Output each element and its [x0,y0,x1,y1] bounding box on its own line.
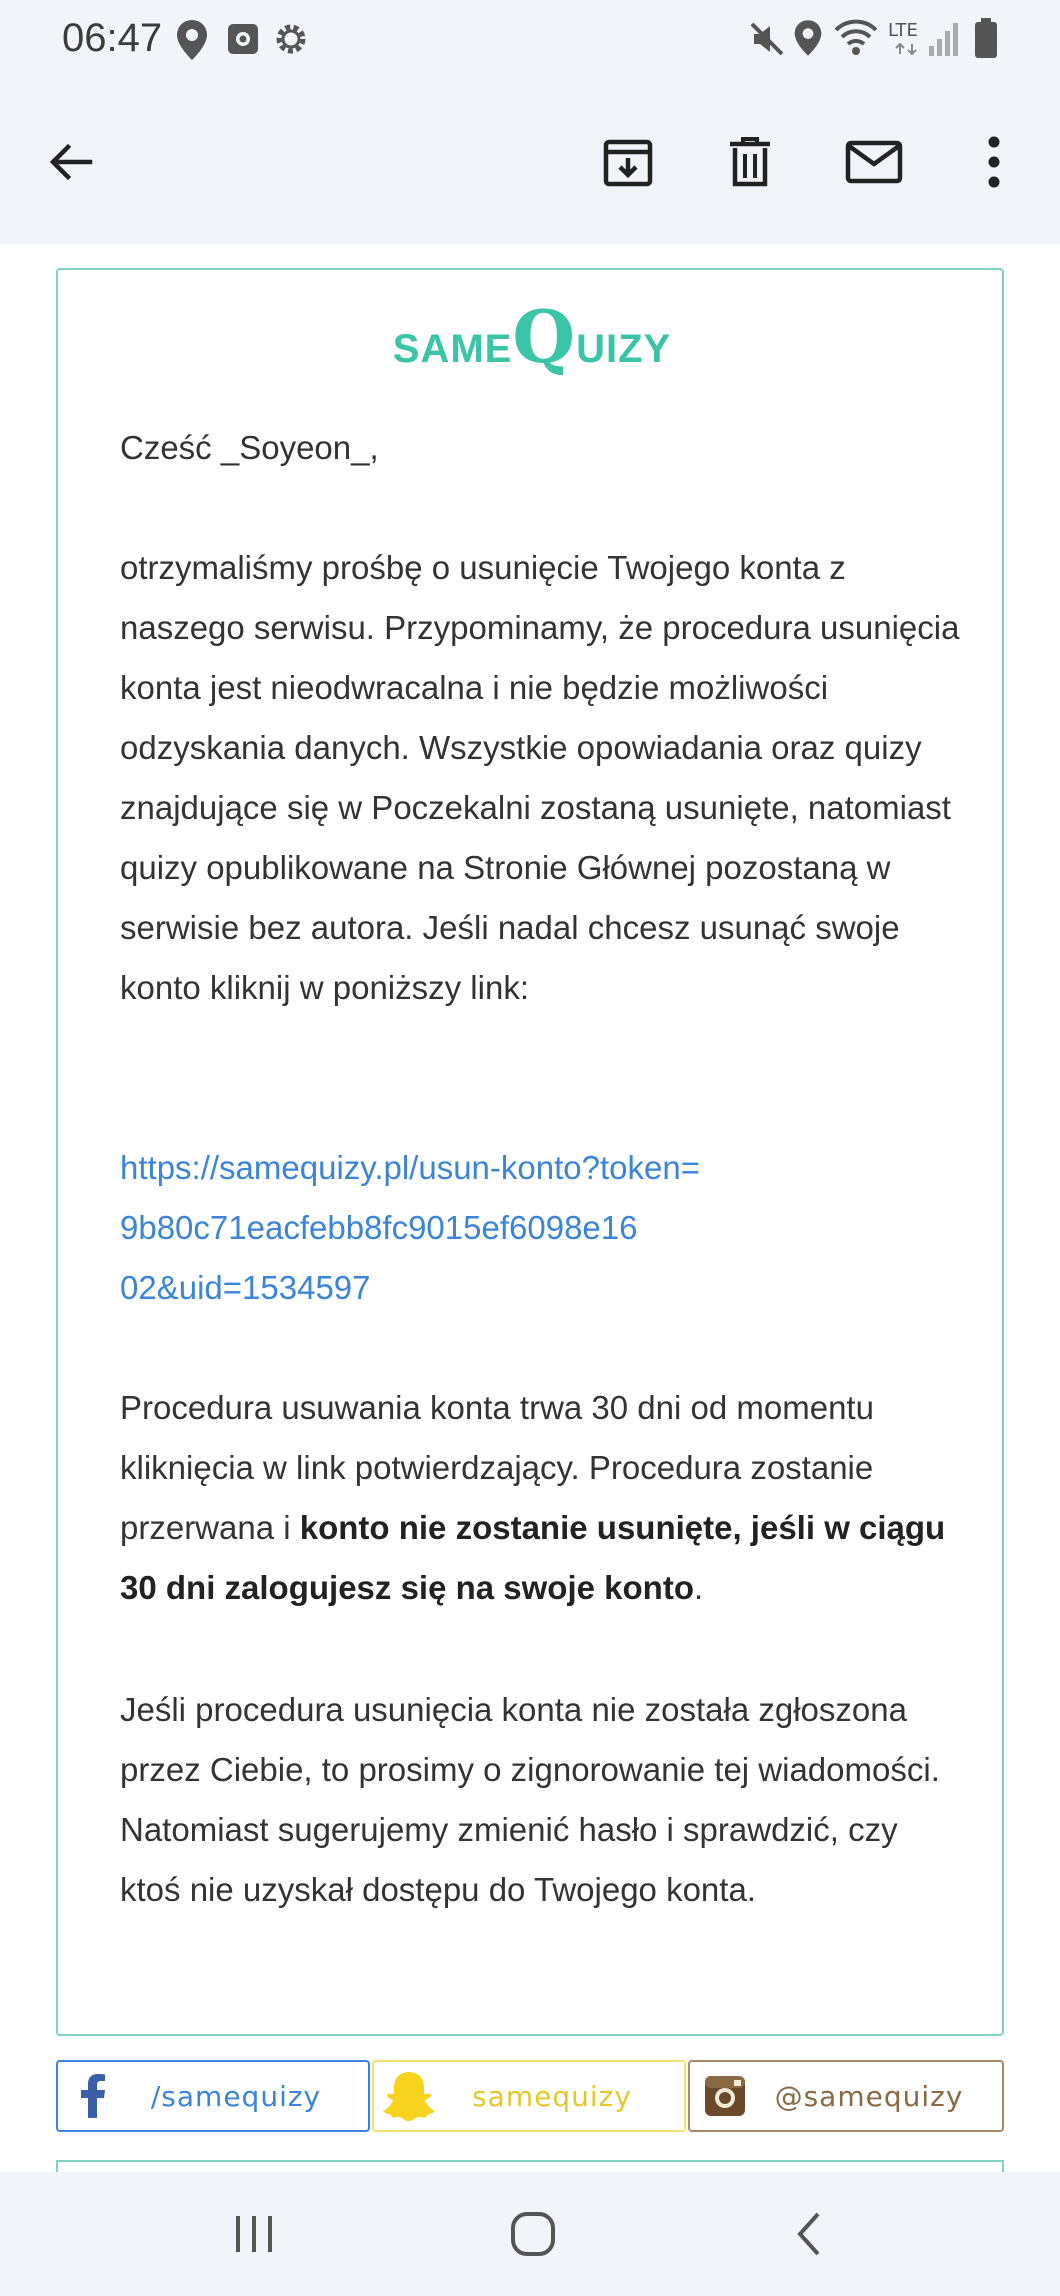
snapchat-button[interactable] [372,2060,686,2132]
footer-card-edge [56,2160,1004,2172]
email-toolbar [0,80,1060,244]
location-status-icon [792,18,824,58]
paragraph-procedure: Procedura usuwania konta trwa 30 dni od momentu kliknięcia w link potwierdzający. Procedura zostanie przerwana i konto nie zostanie usunięte, jeśli w ciągu 30 dni zalogujesz się na swoje konto. [120,1389,946,1606]
delete-account-link[interactable] [120,1138,960,1318]
paragraph-ignore: Jeśli procedura usunięcia konta nie została zgłoszona przez Ciebie, to prosimy o zignorowanie tej wiadomości. Natomiast sugerujemy zmienić hasło i sprawdzić, czy ktoś nie uzyskał dostępu do Twojego konta. [120,1691,940,1908]
back-button[interactable] [34,126,106,198]
snapchat-label: samequizy [472,2079,632,2113]
instagram-icon [703,2074,747,2118]
mark-unread-button[interactable] [838,126,910,198]
archive-icon [602,136,654,188]
home-button[interactable] [506,2206,560,2262]
social-links [56,2060,1004,2134]
mark-unread-icon [845,140,903,184]
nav-back-button[interactable] [782,2206,836,2262]
back-arrow-icon [46,138,94,186]
delete-button[interactable] [714,126,786,198]
wifi-icon [832,16,880,58]
nav-back-icon [794,2211,824,2257]
mute-icon [748,20,786,58]
samequizy-logo: SAMEQUIZY [392,294,672,379]
facebook-icon [80,2074,106,2118]
status-bar [0,0,1060,80]
snapchat-icon [382,2070,436,2122]
delete-link-line3[interactable]: 02&uid=1534597 [120,1269,371,1306]
delete-icon [726,136,774,188]
archive-button[interactable] [592,126,664,198]
recent-apps-icon [232,2214,276,2254]
system-nav-bar [0,2172,1060,2296]
more-options-button[interactable] [958,126,1030,198]
email-content [0,244,1060,2172]
email-card [56,268,1004,2036]
facebook-label: /samequizy [150,2079,322,2113]
status-time: 06:47 [62,16,163,60]
greeting: Cześć _Soyeon_, [120,429,379,466]
facebook-button[interactable] [56,2060,370,2132]
instagram-label: @samequizy [774,2079,964,2113]
paragraph-request: otrzymaliśmy prośbę o usunięcie Twojego konta z naszego serwisu. Przypominamy, że procedura usunięcia konta jest nieodwracalna i nie będzie możliwości odzyskania danych. Wszystkie opowiadania oraz quizy znajdujące się w Poczekalni zostaną usunięte, natomiast quizy opublikowane na Stronie Głównej pozostaną w serwisie bez autora. Jeśli nadal chcesz usunąć swoje konto kliknij w poniższy link: [120,549,960,1006]
location-icon [174,18,210,62]
paragraph-procedure-bold: konto nie zostanie usunięte, jeśli w ciągu 30 dni zalogujesz się na swoje konto [120,1509,946,1606]
battery-icon [974,18,998,58]
data-arrows-icon [892,42,922,56]
recent-apps-button[interactable] [226,2206,282,2262]
delete-link-line1[interactable]: https://samequizy.pl/usun-konto?token= [120,1149,700,1186]
instagram-button[interactable] [688,2060,1004,2132]
more-options-icon [987,136,1001,188]
home-icon [510,2211,556,2257]
settings-gear-icon [272,20,310,58]
delete-link-line2[interactable]: 9b80c71eacfebb8fc9015ef6098e16 [120,1209,638,1246]
lte-indicator: LTE [888,20,918,41]
screen-record-icon [226,22,260,56]
signal-icon [928,22,958,56]
